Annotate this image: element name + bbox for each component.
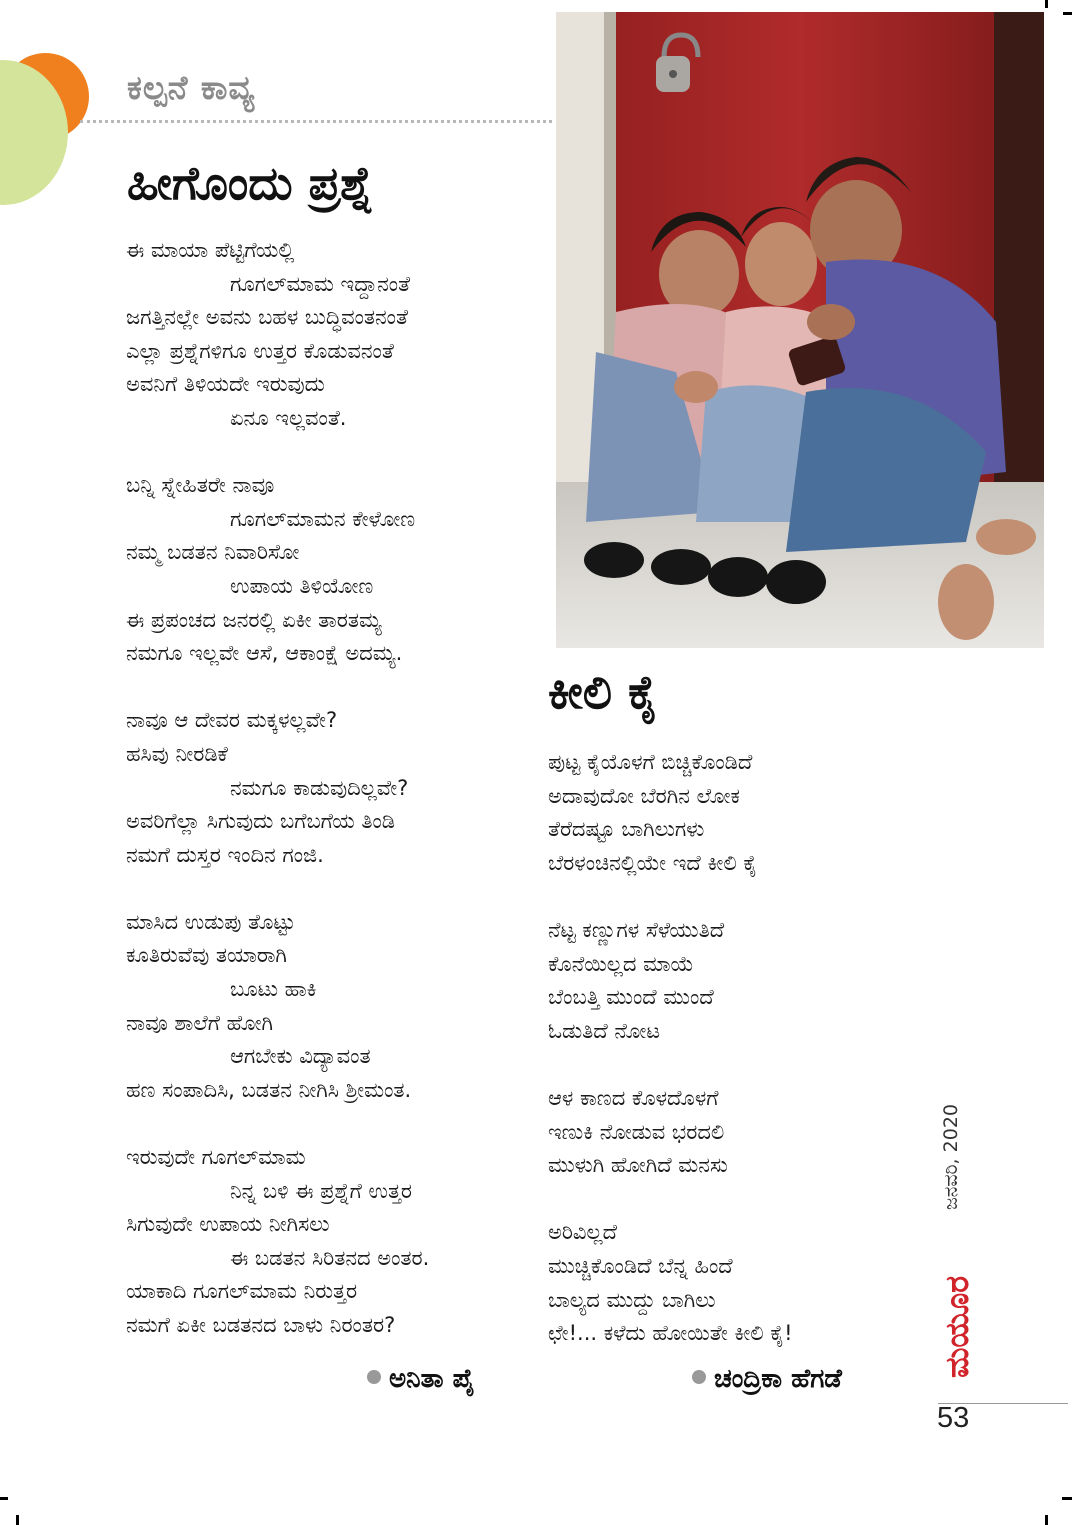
poem-line: ಓಡುತಿದೆ ನೋಟ [548,1018,661,1043]
poem-line: ಉಪಾಯ ತಿಳಿಯೋಣ [230,573,374,598]
crop-mark [1062,1497,1072,1500]
poem-line: ನಮ್ಮ ಬಡತನ ನಿವಾರಿಸೋ [126,540,300,565]
poem-line: ನಮಗೂ ಕಾಡುವುದಿಲ್ಲವೇ? [230,775,409,800]
poem-line: ನಾವೂ ಶಾಲೆಗೆ ಹೋಗಿ [126,1010,273,1035]
poem-line: ಗೂಗಲ್‌ಮಾಮ ಇದ್ದಾನಂತೆ [230,271,411,296]
poem-line: ಈ ಪ್ರಪಂಚದ ಜನರಲ್ಲಿ ಏಕೀ ತಾರತಮ್ಯ [126,607,382,632]
poem-line: ಮುಳುಗಿ ಹೋಗಿದೆ ಮನಸು [548,1153,728,1178]
photo-children-with-phone [556,12,1044,648]
stanza-break [548,1183,793,1217]
poem2-author [692,1364,842,1395]
poem-line: ಸಿಗುವುದೇ ಉಪಾಯ ನೀಗಿಸಲು [126,1212,330,1237]
crop-mark [1045,0,1048,8]
poem-line: ಗೂಗಲ್‌ಮಾಮನ ಕೇಳೋಣ [230,506,416,531]
poem-line: ಹಣ ಸಂಪಾದಿಸಿ, ಬಡತನ ನೀಗಿಸಿ ಶ್ರೀಮಂತ. [126,1077,412,1102]
poem-line: ನಮಗೆ ಏಕೀ ಬಡತನದ ಬಾಳು ನಿರಂತರ? [126,1313,396,1337]
crop-mark [0,1497,8,1500]
stanza-break [548,880,793,914]
poem-line: ಬೆರಳಂಚಿನಲ್ಲಿಯೇ ಇದೆ ಕೀಲಿ ಕೈ [548,850,758,875]
poem-line: ಹಸಿವು ನೀರಡಿಕೆ [126,741,228,766]
author-name: ಅನಿತಾ ಪೈ [389,1364,475,1394]
stanza-break [126,1107,429,1141]
poem1-author [367,1364,475,1395]
poem-line: ನಮಗೆ ದುಸ್ತರ ಇಂದಿನ ಗಂಜಿ. [126,842,324,867]
crop-mark [1063,12,1072,15]
stanza-break [126,872,429,906]
poem-line: ಆಳ ಕಾಣದ ಕೊಳದೊಳಗೆ [548,1085,719,1110]
poem-line: ಯಾಕಾದಿ ಗೂಗಲ್‌ಮಾಮ ನಿರುತ್ತರ [126,1279,358,1304]
poem-line: ತೆರೆದಷ್ಟೂ ಬಾಗಿಲುಗಳು [548,817,705,842]
crop-mark [16,1515,19,1525]
photo-illustration [556,12,1044,648]
poem2-body [548,746,793,1351]
poem-line: ಮುಚ್ಚಿಕೊಂಡಿದೆ ಬೆನ್ನ ಹಿಂದೆ [548,1253,733,1278]
dotted-divider [80,120,552,123]
poem-line: ನಾವೂ ಆ ದೇವರ ಮಕ್ಕಳಲ್ಲವೇ? [126,708,338,733]
poem-line: ಕೊನೆಯಿಲ್ಲದ ಮಾಯೆ [548,951,694,976]
poem-line: ಏನೂ ಇಲ್ಲವಂತೆ. [230,405,347,430]
stanza-break [548,1048,793,1082]
poem-line: ಮಾಸಿದ ಉಡುಪು ತೊಟ್ಟು [126,909,296,934]
poem-line: ಛೇ!... ಕಳೆದು ಹೋಯಿತೇ ಕೀಲಿ ಕೈ! [548,1321,793,1346]
poem-line: ಬೂಟು ಹಾಕಿ [230,977,317,1002]
poem2-title: ಕೀಲಿ ಕೈ [548,665,659,719]
poem-line: ನಮಗೂ ಇಲ್ಲವೇ ಆಸೆ, ಆಕಾಂಕ್ಷೆ ಅದಮ್ಯ. [126,641,403,666]
stanza-break [126,671,429,705]
poem-line: ನೆಟ್ಟ ಕಣ್ಣುಗಳ ಸೆಳೆಯುತಿದೆ [548,917,725,942]
poem-line: ಈ ಬಡತನ ಸಿರಿತನದ ಅಂತರ. [230,1245,430,1270]
page-number: 53 [937,1402,970,1434]
poem-line: ಈ ಮಾಯಾ ಪೆಟ್ಟಿಗೆಯಲ್ಲಿ [126,238,295,262]
bullet-icon [367,1370,381,1384]
poem-line: ಎಲ್ಲಾ ಪ್ರಶ್ನೆಗಳಿಗೂ ಉತ್ತರ ಕೊಡುವನಂತೆ [126,338,394,363]
poem-line: ಅರಿವಿಲ್ಲದೆ [548,1220,617,1245]
poem-line: ನಿನ್ನ ಬಳಿ ಈ ಪ್ರಶ್ನೆಗೆ ಉತ್ತರ [230,1178,413,1203]
poem-line: ಬನ್ನಿ ಸ್ನೇಹಿತರೇ ನಾವೂ [126,473,275,498]
author-name: ಚಂದ್ರಿಕಾ ಹೆಗಡೆ [714,1364,842,1394]
poem-line: ಅವನಿಗೆ ತಿಳಿಯದೇ ಇರುವುದು [126,372,325,397]
poem-line: ಜಗತ್ತಿನಲ್ಲೇ ಅವನು ಬಹಳ ಬುದ್ಧಿವಂತನಂತೆ [126,305,408,330]
bullet-icon [692,1370,706,1384]
section-label: ಕಲ್ಪನೆ ಕಾವ್ಯ [127,68,256,107]
poem-line: ಬಾಲ್ಯದ ಮುದ್ದು ಬಾಗಿಲು [548,1287,716,1312]
poem-line: ಪುಟ್ಟ ಕೈಯೊಳಗೆ ಬಿಚ್ಚಿಕೊಂಡಿದೆ [548,750,753,774]
poem-line: ಇಣುಕಿ ನೋಡುವ ಭರದಲಿ [548,1119,725,1144]
poem-line: ಅದಾವುದೋ ಬೆರಗಿನ ಲೋಕ [548,783,740,808]
poem-line: ಇರುವುದೇ ಗೂಗಲ್‌ಮಾಮ [126,1145,306,1170]
poem-line: ಬೆಂಬತ್ತಿ ಮುಂದೆ ಮುಂದೆ [548,985,714,1010]
poem1-title: ಹೀಗೊಂದು ಪ್ರಶ್ನೆ [127,156,374,210]
poem1-body [126,234,429,1343]
poem-line: ಅವರಿಗೆಲ್ಲಾ ಸಿಗುವುದು ಬಗೆಬಗೆಯ ತಿಂಡಿ [126,809,396,834]
stanza-break [126,436,429,470]
crop-mark [1045,1515,1048,1525]
magazine-logo: ಮಯೂರ [938,1275,976,1378]
poem-line: ಕೂತಿರುವೆವು ತಯಾರಾಗಿ [126,943,287,968]
poem-line: ಆಗಬೇಕು ವಿದ್ಯಾವಂತ [230,1044,371,1069]
issue-date: ಜನವರಿ, 2020 [940,1104,962,1210]
